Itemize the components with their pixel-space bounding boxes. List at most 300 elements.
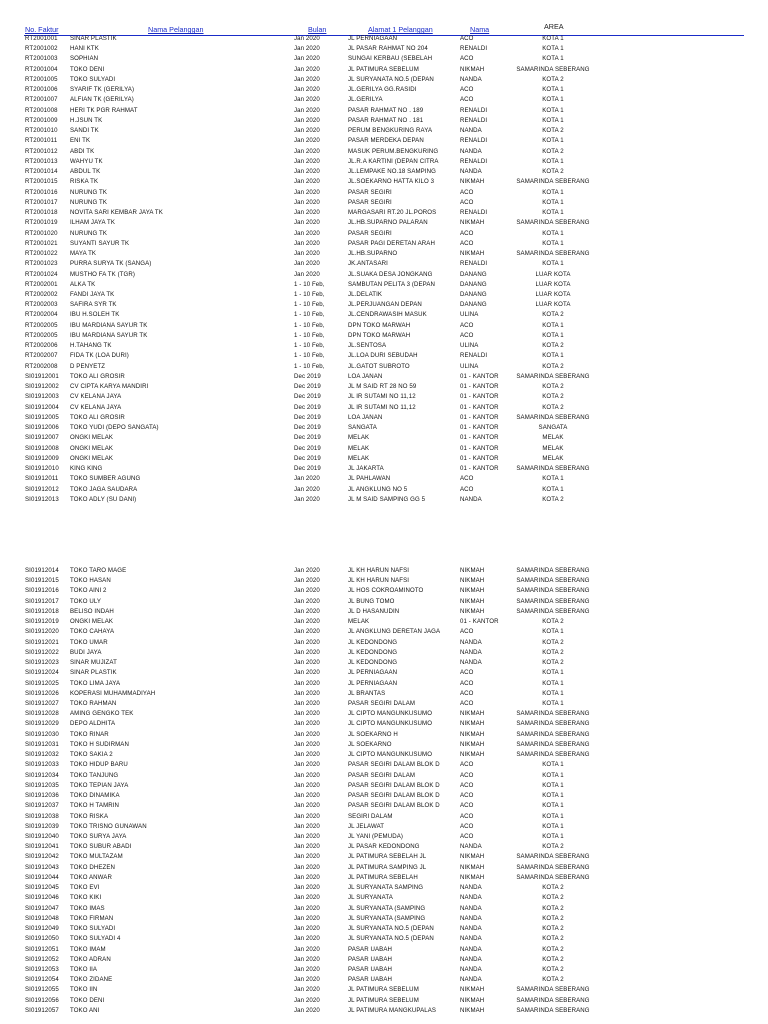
cell-nama: NANDA	[460, 127, 482, 135]
cell-nama: 01 - KANTOR	[460, 454, 499, 462]
cell-nama: NIKMAH	[460, 730, 485, 738]
cell-nama: ACO	[460, 689, 474, 697]
cell-alamat: JK.ANTASARI	[348, 260, 388, 268]
cell-bulan: Jan 2020	[294, 250, 320, 258]
cell-nama: 01 - KANTOR	[460, 465, 499, 473]
cell-no-faktur: SI01912049	[25, 925, 59, 933]
cell-nama-pelanggan: FIDA TK (LOA DURI)	[70, 352, 129, 360]
table-row	[0, 270, 768, 280]
cell-alamat: PASAR MERDEKA DEPAN	[348, 137, 424, 145]
cell-nama: ACO	[460, 792, 474, 800]
cell-bulan: Jan 2020	[294, 106, 320, 114]
cell-nama: NANDA	[460, 965, 482, 973]
cell-area: KOTA 1	[542, 209, 564, 217]
cell-nama-pelanggan: TOKO RAHMAN	[70, 699, 117, 707]
cell-alamat: JL.GERILYA	[348, 96, 383, 104]
cell-no-faktur: SI01912050	[25, 935, 59, 943]
cell-bulan: Jan 2020	[294, 781, 320, 789]
table-row	[0, 341, 768, 351]
cell-alamat: JL.R.A KARTINI (DEPAN CITRA	[348, 157, 439, 165]
cell-alamat: JL PERNIAGAAN	[348, 669, 398, 677]
cell-area: KOTA 1	[542, 812, 564, 820]
table-row	[0, 975, 768, 985]
cell-alamat: JL.SUAKA DESA JONGKANG	[348, 270, 433, 278]
cell-no-faktur: SI01912030	[25, 730, 59, 738]
cell-nama: NIKMAH	[460, 986, 485, 994]
cell-nama-pelanggan: TOKO ALI GROSIR	[70, 372, 125, 380]
cell-bulan: Jan 2020	[294, 75, 320, 83]
cell-nama-pelanggan: CV CIPTA KARYA MANDIRI	[70, 383, 149, 391]
table-row	[0, 413, 768, 423]
cell-no-faktur: SI01912010	[25, 465, 59, 473]
cell-area: KOTA 1	[542, 761, 564, 769]
cell-area: LUAR KOTA	[535, 280, 571, 288]
cell-area: KOTA 2	[542, 393, 564, 401]
cell-area: SAMARINDA SEBERANG	[516, 873, 590, 881]
cell-no-faktur: SI01912009	[25, 454, 59, 462]
cell-nama: ACO	[460, 812, 474, 820]
cell-area: SAMARINDA SEBERANG	[516, 1006, 590, 1014]
cell-area: MELAK	[542, 434, 564, 442]
table-row	[0, 914, 768, 924]
table-row	[0, 791, 768, 801]
cell-no-faktur: RT2001001	[25, 35, 58, 42]
table-row	[0, 218, 768, 228]
cell-area: KOTA 2	[542, 495, 564, 503]
cell-alamat: JL SURYANATA SAMPING	[348, 884, 424, 892]
cell-bulan: Dec 2019	[294, 454, 321, 462]
cell-area: KOTA 2	[542, 914, 564, 922]
table-row	[0, 996, 768, 1006]
table-row	[0, 771, 768, 781]
cell-nama: NIKMAH	[460, 587, 485, 595]
cell-no-faktur: RT2001008	[25, 106, 58, 114]
table-row	[0, 648, 768, 658]
cell-alamat: PASAR UABAH	[348, 976, 392, 984]
cell-bulan: 1 - 10 Feb,	[294, 291, 325, 298]
cell-bulan: Jan 2020	[294, 873, 320, 881]
cell-area: SAMARINDA SEBERANG	[516, 577, 590, 585]
cell-area: KOTA 2	[542, 342, 564, 350]
cell-alamat: JL PATIMURA SAMPING JL	[348, 863, 427, 871]
cell-nama: NIKMAH	[460, 873, 485, 881]
cell-nama-pelanggan: TOKO ALI GROSIR	[70, 413, 125, 421]
cell-alamat: LOA JANAN	[348, 413, 383, 421]
cell-no-faktur: SI01912053	[25, 965, 59, 973]
cell-nama-pelanggan: TOKO ANI	[70, 1006, 100, 1014]
cell-alamat: JL SOEKARNO H	[348, 730, 398, 738]
cell-area: SAMARINDA SEBERANG	[516, 996, 590, 1004]
cell-nama-pelanggan: ILHAM JAYA TK	[70, 219, 115, 227]
cell-alamat: JL SURYANATA NO.5 (DEPAN	[348, 75, 434, 83]
cell-no-faktur: SI01912055	[25, 986, 59, 994]
table-row	[0, 781, 768, 791]
table-row	[0, 229, 768, 239]
table-row	[0, 617, 768, 627]
cell-bulan: Jan 2020	[294, 986, 320, 994]
cell-bulan: Jan 2020	[294, 638, 320, 646]
cell-bulan: 1 - 10 Feb,	[294, 321, 325, 329]
table-row	[0, 945, 768, 955]
cell-no-faktur: SI01912031	[25, 740, 59, 748]
cell-area: KOTA 1	[542, 699, 564, 707]
cell-area: SAMARINDA SEBERANG	[516, 730, 590, 738]
cell-no-faktur: SI01912003	[25, 393, 59, 401]
cell-no-faktur: RT2002006	[25, 342, 58, 350]
cell-area: SAMARINDA SEBERANG	[516, 65, 590, 73]
table-row	[0, 904, 768, 914]
cell-alamat: PASAR SEGIRI	[348, 188, 392, 196]
cell-nama: ACO	[460, 832, 474, 840]
cell-alamat: JL PASAR RAHMAT NO 204	[348, 45, 428, 53]
table-row	[0, 638, 768, 648]
cell-nama: ACO	[460, 802, 474, 810]
cell-no-faktur: RT2001022	[25, 250, 58, 258]
cell-nama: ACO	[460, 628, 474, 636]
table-row	[0, 136, 768, 146]
cell-no-faktur: SI01912045	[25, 884, 59, 892]
cell-nama-pelanggan: TOKO MULTAZAM	[70, 853, 123, 861]
cell-bulan: Jan 2020	[294, 597, 320, 605]
cell-nama: ACO	[460, 321, 474, 329]
cell-nama-pelanggan: IBU MARDIANA SAYUR TK	[70, 331, 148, 339]
cell-nama: 01 - KANTOR	[460, 444, 499, 452]
cell-no-faktur: RT2001012	[25, 147, 58, 155]
cell-alamat: PASAR RAHMAT NO . 189	[348, 106, 424, 114]
cell-area: SAMARINDA SEBERANG	[516, 413, 590, 421]
cell-bulan: Jan 2020	[294, 843, 320, 851]
cell-nama-pelanggan: TOKO SULYADI	[70, 925, 116, 933]
cell-no-faktur: SI01912040	[25, 832, 59, 840]
cell-nama: NANDA	[460, 884, 482, 892]
cell-alamat: MELAK	[348, 434, 370, 442]
cell-alamat: PASAR PAGI DERETAN ARAH	[348, 239, 435, 247]
cell-bulan: Jan 2020	[294, 618, 320, 626]
cell-nama-pelanggan: NURUNG TK	[70, 198, 108, 206]
cell-bulan: Jan 2020	[294, 209, 320, 217]
cell-alamat: PERUM BENGKURING RAYA	[348, 127, 433, 135]
cell-bulan: Jan 2020	[294, 157, 320, 165]
cell-nama-pelanggan: TOKO SULYADI	[70, 75, 116, 83]
cell-nama-pelanggan: TOKO H TAMRIN	[70, 802, 120, 810]
cell-bulan: Jan 2020	[294, 812, 320, 820]
cell-nama: RENALDI	[460, 116, 488, 124]
cell-nama-pelanggan: HANI KTK	[70, 45, 99, 53]
cell-no-faktur: SI01912023	[25, 659, 59, 667]
cell-area: KOTA 1	[542, 628, 564, 636]
table-row	[0, 812, 768, 822]
cell-alamat: LOA JANAN	[348, 372, 383, 380]
cell-area: KOTA 2	[542, 965, 564, 973]
cell-no-faktur: RT2001011	[25, 137, 58, 145]
cell-bulan: Jan 2020	[294, 65, 320, 73]
cell-alamat: JL PATIMURA SEBELAH	[348, 873, 418, 881]
cell-nama: NANDA	[460, 75, 482, 83]
cell-bulan: Jan 2020	[294, 607, 320, 615]
cell-alamat: MASUK PERUM.BENGKURING	[348, 147, 439, 155]
table-row	[0, 627, 768, 637]
cell-alamat: JL M SAID SAMPING GG 5	[348, 495, 426, 503]
table-row	[0, 157, 768, 167]
cell-area: KOTA 1	[542, 792, 564, 800]
table-row	[0, 852, 768, 862]
cell-alamat: JL PATIMURA SEBELUM	[348, 65, 419, 73]
cell-bulan: 1 - 10 Feb,	[294, 342, 325, 350]
cell-area: KOTA 2	[542, 904, 564, 912]
cell-no-faktur: SI01912006	[25, 424, 59, 432]
table-row	[0, 392, 768, 402]
table-row	[0, 454, 768, 464]
table-row	[0, 239, 768, 249]
cell-nama: ACO	[460, 771, 474, 779]
cell-alamat: JL.LOA DURI SEBUDAH	[348, 352, 418, 360]
cell-no-faktur: SI01912026	[25, 689, 59, 697]
cell-nama: NIKMAH	[460, 710, 485, 718]
cell-no-faktur: RT2002005	[25, 331, 58, 339]
cell-bulan: Jan 2020	[294, 904, 320, 912]
cell-bulan: Jan 2020	[294, 577, 320, 585]
cell-nama-pelanggan: ONGKI MELAK	[70, 454, 114, 462]
cell-no-faktur: SI01912037	[25, 802, 59, 810]
table-row	[0, 934, 768, 944]
cell-bulan: Jan 2020	[294, 127, 320, 135]
cell-alamat: JL CIPTO MANGUNKUSUMO	[348, 751, 433, 759]
cell-no-faktur: SI01912019	[25, 618, 59, 626]
cell-alamat: PASAR SEGIRI	[348, 198, 392, 206]
cell-bulan: Jan 2020	[294, 802, 320, 810]
cell-area: KOTA 2	[542, 618, 564, 626]
cell-area: KOTA 1	[542, 55, 564, 63]
cell-alamat: DPN TOKO MARWAH	[348, 321, 411, 329]
cell-nama: ACO	[460, 822, 474, 830]
table-row	[0, 167, 768, 177]
table-row	[0, 44, 768, 54]
cell-nama-pelanggan: ONGKI MELAK	[70, 618, 114, 626]
cell-nama-pelanggan: ABDUL TK	[70, 168, 101, 176]
cell-nama: 01 - KANTOR	[460, 393, 499, 401]
cell-alamat: JL PATIMURA MANGKUPALAS	[348, 1006, 437, 1014]
cell-area: LUAR KOTA	[535, 291, 571, 298]
cell-no-faktur: RT2001016	[25, 188, 58, 196]
table-row	[0, 331, 768, 341]
cell-alamat: JL KEDONDONG	[348, 648, 398, 656]
cell-alamat: JL.PERJUANGAN DEPAN	[348, 301, 422, 309]
cell-alamat: MARGASARI RT.20 JL.POROS	[348, 209, 437, 217]
table-row	[0, 873, 768, 883]
cell-area: KOTA 1	[542, 802, 564, 810]
cell-no-faktur: SI01912025	[25, 679, 59, 687]
cell-area: KOTA 2	[542, 884, 564, 892]
cell-nama: ACO	[460, 699, 474, 707]
cell-alamat: JL SURYANATA NO.5 (DEPAN	[348, 935, 434, 943]
cell-nama: ACO	[460, 55, 474, 63]
cell-no-faktur: RT2001015	[25, 178, 58, 186]
cell-no-faktur: SI01912051	[25, 945, 59, 953]
cell-nama: ACO	[460, 239, 474, 247]
cell-nama-pelanggan: SUYANTI SAYUR TK	[70, 239, 130, 247]
cell-nama-pelanggan: TOKO HIDUP BARU	[70, 761, 128, 769]
cell-bulan: Jan 2020	[294, 751, 320, 759]
cell-alamat: PASAR RAHMAT NO . 181	[348, 116, 424, 124]
cell-bulan: Jan 2020	[294, 587, 320, 595]
cell-nama-pelanggan: WAHYU TK	[70, 157, 103, 165]
cell-nama: ACO	[460, 188, 474, 196]
cell-alamat: PASAR SEGIRI DALAM BLOK D	[348, 802, 440, 810]
cell-alamat: PASAR SEGIRI DALAM BLOK D	[348, 792, 440, 800]
cell-nama: RENALDI	[460, 209, 488, 217]
cell-nama-pelanggan: TOKO IMAM	[70, 945, 106, 953]
cell-bulan: Dec 2019	[294, 372, 321, 380]
cell-alamat: PASAR UABAH	[348, 945, 392, 953]
cell-nama-pelanggan: D PENYETZ	[70, 362, 106, 370]
cell-nama: NANDA	[460, 495, 482, 503]
cell-area: SAMARINDA SEBERANG	[516, 597, 590, 605]
cell-no-faktur: SI01912035	[25, 781, 59, 789]
cell-nama-pelanggan: CV KELANA JAYA	[70, 393, 122, 401]
table-row	[0, 924, 768, 934]
cell-nama: 01 - KANTOR	[460, 618, 499, 626]
cell-nama-pelanggan: SOPHIAN	[70, 55, 99, 63]
table-row	[0, 372, 768, 382]
cell-alamat: JL PATIMURA SEBELAH JL	[348, 853, 427, 861]
cell-no-faktur: SI01912029	[25, 720, 59, 728]
cell-nama: RENALDI	[460, 352, 488, 360]
cell-bulan: Jan 2020	[294, 792, 320, 800]
cell-bulan: Jan 2020	[294, 659, 320, 667]
cell-nama: NIKMAH	[460, 863, 485, 871]
cell-nama: NANDA	[460, 638, 482, 646]
cell-bulan: Jan 2020	[294, 648, 320, 656]
cell-bulan: Jan 2020	[294, 198, 320, 206]
table-row	[0, 893, 768, 903]
cell-no-faktur: RT2001003	[25, 55, 58, 63]
cell-alamat: JL CIPTO MANGUNKUSUMO	[348, 720, 433, 728]
cell-area: KOTA 1	[542, 832, 564, 840]
cell-bulan: Jan 2020	[294, 45, 320, 53]
cell-bulan: Jan 2020	[294, 35, 320, 42]
cell-bulan: Jan 2020	[294, 239, 320, 247]
cell-alamat: JL PERNIAGAAN	[348, 679, 398, 687]
cell-nama: NANDA	[460, 147, 482, 155]
cell-nama-pelanggan: ENI TK	[70, 137, 91, 145]
cell-bulan: Jan 2020	[294, 475, 320, 483]
cell-area: KOTA 1	[542, 188, 564, 196]
cell-alamat: JL.HB.SUPARNO	[348, 250, 398, 258]
cell-nama: 01 - KANTOR	[460, 383, 499, 391]
table-row	[0, 760, 768, 770]
cell-nama: NANDA	[460, 925, 482, 933]
cell-no-faktur: SI01912022	[25, 648, 59, 656]
cell-no-faktur: SI01912017	[25, 597, 59, 605]
cell-alamat: PASAR UABAH	[348, 955, 392, 963]
table-row	[0, 351, 768, 361]
cell-alamat: SUNGAI KERBAU (SEBELAH	[348, 55, 433, 63]
cell-bulan: Jan 2020	[294, 884, 320, 892]
cell-nama-pelanggan: TOKO SULYADI 4	[70, 935, 121, 943]
cell-no-faktur: SI01912012	[25, 485, 59, 493]
table-row	[0, 709, 768, 719]
cell-area: KOTA 1	[542, 260, 564, 268]
cell-area: KOTA 2	[542, 976, 564, 984]
cell-bulan: Jan 2020	[294, 720, 320, 728]
cell-area: SAMARINDA SEBERANG	[516, 465, 590, 473]
cell-no-faktur: SI01912039	[25, 822, 59, 830]
cell-area: KOTA 1	[542, 229, 564, 237]
cell-nama: 01 - KANTOR	[460, 434, 499, 442]
cell-nama: ACO	[460, 679, 474, 687]
cell-nama: 01 - KANTOR	[460, 403, 499, 411]
cell-bulan: Jan 2020	[294, 168, 320, 176]
cell-area: LUAR KOTA	[535, 270, 571, 278]
cell-nama: DANANG	[460, 301, 487, 309]
cell-bulan: 1 - 10 Feb,	[294, 362, 325, 370]
cell-nama-pelanggan: TOKO ADLY (SU DANI)	[70, 495, 137, 503]
cell-nama-pelanggan: DEPO ALDHITA	[70, 720, 116, 728]
cell-area: SAMARINDA SEBERANG	[516, 986, 590, 994]
cell-bulan: Jan 2020	[294, 935, 320, 943]
cell-bulan: Jan 2020	[294, 925, 320, 933]
cell-nama-pelanggan: ONGKI MELAK	[70, 434, 114, 442]
cell-alamat: JL PERNIAGAAN	[348, 35, 398, 42]
cell-area: SAMARINDA SEBERANG	[516, 720, 590, 728]
table-row	[0, 75, 768, 85]
cell-no-faktur: RT2002004	[25, 311, 58, 319]
header-nama-pelanggan: Nama Pelanggan	[148, 25, 204, 34]
cell-bulan: Jan 2020	[294, 679, 320, 687]
cell-nama-pelanggan: TOKO ADRAN	[70, 955, 111, 963]
cell-no-faktur: SI01912011	[25, 475, 59, 483]
cell-bulan: Jan 2020	[294, 699, 320, 707]
cell-nama: NIKMAH	[460, 178, 485, 186]
table-row	[0, 177, 768, 187]
cell-nama-pelanggan: TOKO DENI	[70, 65, 105, 73]
cell-bulan: Jan 2020	[294, 495, 320, 503]
cell-nama-pelanggan: TOKO AINI 2	[70, 587, 107, 595]
cell-nama: NANDA	[460, 648, 482, 656]
cell-alamat: JL ANGKLUNG NO 5	[348, 485, 408, 493]
cell-bulan: Jan 2020	[294, 1006, 320, 1014]
cell-nama-pelanggan: SINAR MUJIZAT	[70, 659, 117, 667]
cell-nama-pelanggan: TOKO SAKIA 2	[70, 751, 113, 759]
cell-area: MELAK	[542, 444, 564, 452]
cell-alamat: JL.SOEKARNO HATTA KILO 3	[348, 178, 435, 186]
cell-nama: ACO	[460, 485, 474, 493]
table-row	[0, 740, 768, 750]
cell-bulan: Jan 2020	[294, 996, 320, 1004]
cell-alamat: JL.GERILYA GG.RASIDI	[348, 86, 417, 94]
table-row	[0, 85, 768, 95]
cell-nama-pelanggan: SINAR PLASTIK	[70, 669, 117, 677]
header-alamat: Alamat 1 Pelanggan	[368, 25, 433, 34]
cell-alamat: JL SURYANATA NO.5 (DEPAN	[348, 925, 434, 933]
cell-area: KOTA 1	[542, 157, 564, 165]
cell-nama: NIKMAH	[460, 740, 485, 748]
table-row	[0, 382, 768, 392]
cell-nama-pelanggan: TOKO ULY	[70, 597, 102, 605]
cell-nama: ULINA	[460, 362, 479, 370]
table-row	[0, 280, 768, 290]
cell-area: KOTA 2	[542, 945, 564, 953]
cell-nama-pelanggan: TOKO LIMA JAYA	[70, 679, 121, 687]
table-row	[0, 883, 768, 893]
cell-nama-pelanggan: TOKO ZIDANE	[70, 976, 113, 984]
cell-area: KOTA 1	[542, 106, 564, 114]
cell-no-faktur: RT2002007	[25, 352, 58, 360]
cell-area: SANGATA	[538, 424, 568, 432]
cell-no-faktur: SI01912016	[25, 587, 59, 595]
cell-alamat: PASAR SEGIRI	[348, 229, 392, 237]
cell-nama-pelanggan: SYARIF TK (GERILYA)	[70, 86, 135, 94]
